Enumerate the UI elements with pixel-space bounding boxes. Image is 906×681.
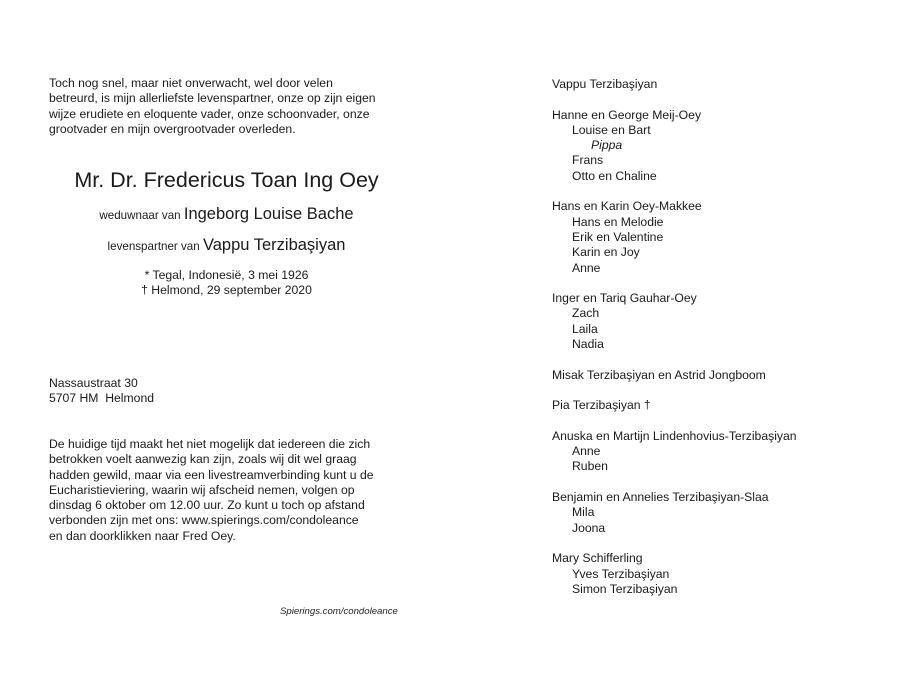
family-group (552, 551, 882, 597)
family-member: Louise en Bart (572, 122, 651, 137)
widower-label: weduwnaar van (99, 209, 181, 222)
intro-text (49, 76, 409, 137)
livestream-notice (49, 437, 409, 544)
footer-link[interactable]: Spierings.com/condoleance (280, 606, 398, 617)
life-dates (49, 268, 404, 299)
family-head: Mary Schifferling (552, 551, 643, 566)
family-group (552, 490, 882, 536)
address-street: Nassaustraat 30 (49, 376, 138, 390)
family-group (552, 368, 882, 383)
intro-line: grootvader en mijn overgrootvader overleden. (49, 121, 296, 136)
family-group (552, 398, 882, 413)
family-member: Hans en Melodie (572, 214, 664, 229)
family-list (552, 77, 882, 612)
birth-line: * Tegal, Indonesië, 3 mei 1926 (144, 268, 309, 282)
family-member: Ruben (572, 459, 608, 474)
family-member: Yves Terzibaşiyan (572, 566, 670, 581)
family-member: Karin en Joy (572, 245, 640, 260)
family-member: Anne (572, 444, 601, 459)
address-block (49, 376, 154, 407)
partner-line (49, 234, 404, 258)
family-member: Mila (572, 505, 595, 520)
family-member: Pippa (591, 138, 623, 153)
family-group (552, 108, 882, 184)
intro-line: betreurd, is mijn allerliefste levenspartner, onze op zijn eigen (49, 91, 376, 106)
family-member: Joona (572, 520, 606, 535)
family-member: Erik en Valentine (572, 229, 664, 244)
widower-line (49, 203, 404, 227)
family-head: Misak Terzibaşiyan en Astrid Jongboom (552, 367, 766, 382)
family-group (552, 291, 882, 352)
widower-of-name: Ingeborg Louise Bache (183, 205, 354, 223)
family-head: Anuska en Martijn Lindenhovius-Terzibaşiyan (552, 428, 797, 443)
family-member: Simon Terzibaşiyan (572, 581, 678, 596)
notice-line: De huidige tijd maakt het niet mogelijk dat iedereen die zich (49, 437, 371, 451)
family-head: Hans en Karin Oey-Makkee (552, 199, 702, 214)
notice-line: hadden gewild, maar via een livestreamverbinding kunt u de (49, 467, 374, 482)
intro-line: Toch nog snel, maar niet onverwacht, wel door velen (49, 76, 333, 90)
family-member: Anne (572, 260, 601, 275)
notice-line: Eucharistieviering, waarin wij afscheid nemen, volgen op (49, 482, 355, 497)
family-member: Otto en Chaline (572, 168, 657, 183)
death-line: † Helmond, 29 september 2020 (141, 283, 312, 298)
family-head: Vappu Terzibaşiyan (552, 77, 658, 91)
family-head: Pia Terzibaşiyan † (552, 398, 651, 413)
family-member: Frans (572, 153, 604, 168)
intro-paragraph (49, 76, 409, 137)
partner-of-name: Vappu Terzibaşiyan (202, 236, 346, 254)
partner-label: levenspartner van (107, 240, 200, 253)
family-member: Laila (572, 321, 598, 336)
address-city: 5707 HM Helmond (49, 391, 154, 406)
family-group (552, 429, 882, 475)
family-head: Hanne en George Meij-Oey (552, 107, 702, 122)
notice-line: verbonden zijn met ons: www.spierings.com/condoleance (49, 513, 359, 528)
notice-line: betrokken voelt aanwezig kan zijn, zoals wij dit wel graag (49, 452, 357, 467)
family-group (552, 199, 882, 275)
family-head: Benjamin en Annelies Terzibaşiyan-Slaa (552, 490, 769, 505)
notice-line: en dan doorklikken naar Fred Oey. (49, 528, 236, 543)
family-head: Inger en Tariq Gauhar-Oey (552, 291, 697, 306)
intro-line: wijze erudiete en eloquente vader, onze schoonvader, onze (49, 106, 370, 121)
family-group (552, 77, 882, 92)
family-member: Zach (572, 306, 600, 321)
deceased-name: Mr. Dr. Fredericus Toan Ing Oey (74, 168, 379, 192)
family-member: Nadia (572, 337, 604, 352)
notice-line: dinsdag 6 oktober om 12.00 uur. Zo kunt u toch op afstand (49, 498, 365, 513)
